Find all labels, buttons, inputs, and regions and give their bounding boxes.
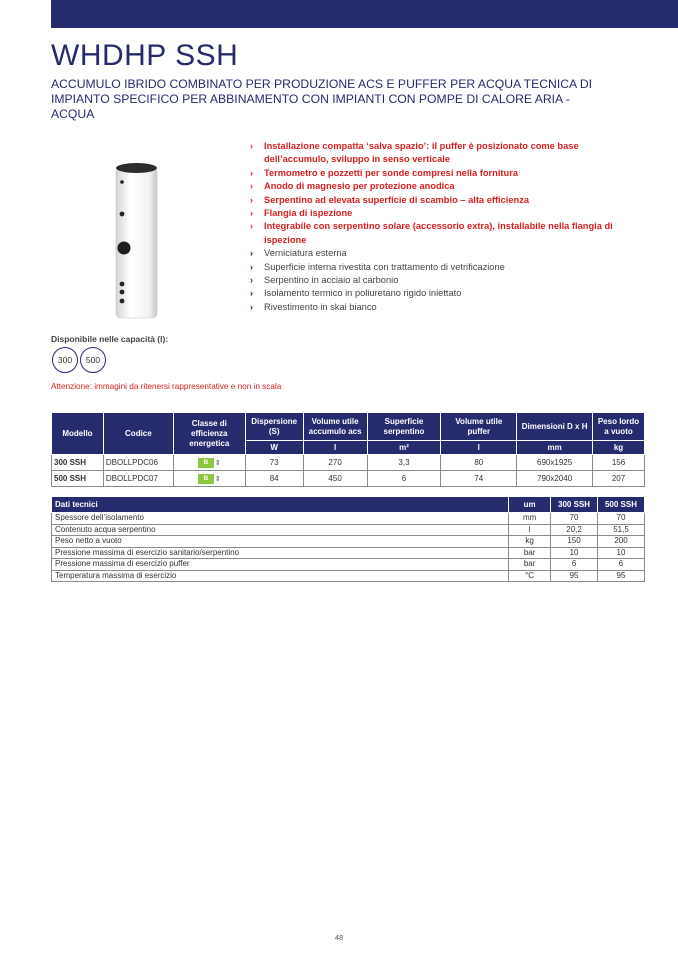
inspection-flange <box>118 242 131 255</box>
cell-volume-acs: 270 <box>303 455 367 471</box>
feature-text: Serpentino in acciaio al carbonio <box>264 275 399 286</box>
models-table <box>51 412 645 487</box>
feature-text: Superficie interna rivestita con trattamento di vetrificazione <box>264 261 505 272</box>
capacity-label: Disponibile nelle capacità (l): <box>51 334 169 344</box>
page-title: WHDHP SSH <box>51 39 239 72</box>
cell-um: bar <box>509 559 551 571</box>
capacity-badge-500: 500 <box>80 347 106 373</box>
th-dispersione: Dispersione (S) <box>245 413 303 441</box>
th-superficie: Superficie serpentino <box>367 413 441 441</box>
cell-500: 200 <box>598 536 645 548</box>
cell-surface: 3,3 <box>367 455 441 471</box>
table-row <box>52 471 645 487</box>
table-row <box>52 513 645 525</box>
disclaimer-warning: Attenzione: immagini da ritenersi rappresentative e non in scala <box>51 382 282 391</box>
feature-item <box>250 167 645 180</box>
unit-dimensioni: mm <box>517 441 593 455</box>
thermometer-dot <box>120 180 124 184</box>
bullet-arrow-icon: › <box>250 275 253 286</box>
table-row <box>52 536 645 548</box>
cell-desc: Contenuto acqua serpentino <box>52 524 509 536</box>
scale-arrows-icon: ⇕ <box>214 459 221 467</box>
cell-desc: Pressione massima di esercizio puffer <box>52 559 509 571</box>
energy-class-badge: B <box>198 458 214 468</box>
capacity-badge-300: 300 <box>52 347 78 373</box>
boiler-product-image <box>113 160 160 320</box>
feature-text: Anodo di magnesio per protezione anodica <box>264 181 455 192</box>
cell-300: 10 <box>551 547 598 559</box>
cell-300: 20,2 <box>551 524 598 536</box>
feature-text: Installazione compatta ‘salva spazio’: il puffer è posizionato come base dell’accumulo, sviluppo in senso verticale <box>264 141 579 165</box>
feature-item <box>250 180 645 193</box>
cell-500: 70 <box>598 513 645 525</box>
th-classe: Classe di efficienza energetica <box>173 413 245 455</box>
unit-volume-puffer: l <box>441 441 517 455</box>
bullet-arrow-icon: › <box>250 301 253 312</box>
feature-item <box>250 247 645 260</box>
th-modello: Modello <box>52 413 104 455</box>
cell-dimensions: 790x2040 <box>517 471 593 487</box>
cell-desc: Spessore dell’isolamento <box>52 513 509 525</box>
cell-500: 51,5 <box>598 524 645 536</box>
cell-dispersion: 73 <box>245 455 303 471</box>
cell-dimensions: 690x1925 <box>517 455 593 471</box>
connection-port <box>120 290 125 295</box>
table-row <box>52 547 645 559</box>
th-300ssh: 300 SSH <box>551 497 598 513</box>
table-row <box>52 524 645 536</box>
feature-list <box>250 140 645 314</box>
feature-text: Serpentino ad elevata superficie di scambio – alta efficienza <box>264 194 530 205</box>
cell-code: DBOLLPDC07 <box>103 471 173 487</box>
bullet-arrow-icon: › <box>250 221 253 232</box>
cell-weight: 207 <box>593 471 645 487</box>
feature-item <box>250 301 645 314</box>
bullet-arrow-icon: › <box>250 194 253 205</box>
cell-volume-puffer: 74 <box>441 471 517 487</box>
th-um: um <box>509 497 551 513</box>
cell-um: mm <box>509 513 551 525</box>
feature-item <box>250 207 645 220</box>
page-subtitle: ACCUMULO IBRIDO COMBINATO PER PRODUZIONE ACS E PUFFER PER ACQUA TECNICA DI IMPIANTO SPECIFICO PER ABBINAMENTO CON IMPIANTI CON POMPE DI CALORE ARIA - ACQUA <box>51 77 593 121</box>
th-volume-acs: Volume utile accumulo acs <box>303 413 367 441</box>
page-number: 48 <box>334 933 344 942</box>
feature-text: Flangia di ispezione <box>264 208 353 219</box>
bullet-arrow-icon: › <box>250 248 253 259</box>
cell-300: 150 <box>551 536 598 548</box>
cell-desc: Peso netto a vuoto <box>52 536 509 548</box>
bullet-arrow-icon: › <box>250 288 253 299</box>
cell-um: kg <box>509 536 551 548</box>
unit-superficie: m² <box>367 441 441 455</box>
feature-item <box>250 287 645 300</box>
feature-text: Verniciatura esterna <box>264 248 347 259</box>
connection-port <box>120 299 125 304</box>
cell-model: 300 SSH <box>52 455 104 471</box>
feature-text: Integrabile con serpentino solare (accessorio extra), installabile nella flangia di ispezione <box>264 221 613 245</box>
cell-300: 95 <box>551 570 598 582</box>
th-dati-tecnici: Dati tecnici <box>52 497 509 513</box>
cell-weight: 156 <box>593 455 645 471</box>
cell-500: 95 <box>598 570 645 582</box>
cell-300: 70 <box>551 513 598 525</box>
cell-energy-class <box>173 471 245 487</box>
cell-energy-class <box>173 455 245 471</box>
cell-300: 6 <box>551 559 598 571</box>
unit-peso: kg <box>593 441 645 455</box>
bullet-arrow-icon: › <box>250 208 253 219</box>
connection-port <box>120 282 125 287</box>
feature-text: Termometro e pozzetti per sonde compresi nella fornitura <box>264 167 518 178</box>
unit-volume-acs: l <box>303 441 367 455</box>
cell-desc: Pressione massima di esercizio sanitario/serpentino <box>52 547 509 559</box>
cell-dispersion: 84 <box>245 471 303 487</box>
tank-cap <box>116 163 157 173</box>
cell-um: bar <box>509 547 551 559</box>
scale-arrows-icon: ⇕ <box>214 475 221 483</box>
cell-um: l <box>509 524 551 536</box>
bullet-arrow-icon: › <box>250 261 253 272</box>
feature-item <box>250 194 645 207</box>
table-row <box>52 559 645 571</box>
th-codice: Codice <box>103 413 173 455</box>
th-500ssh: 500 SSH <box>598 497 645 513</box>
table-row <box>52 570 645 582</box>
cell-500: 6 <box>598 559 645 571</box>
cell-code: DBOLLPDC06 <box>103 455 173 471</box>
th-peso: Peso lordo a vuoto <box>593 413 645 441</box>
energy-class-badge: B <box>198 474 214 484</box>
tech-data-table <box>51 496 645 582</box>
bullet-arrow-icon: › <box>250 167 253 178</box>
feature-item <box>250 274 645 287</box>
cell-500: 10 <box>598 547 645 559</box>
feature-text: Isolamento termico in poliuretano rigido iniettato <box>264 288 462 299</box>
feature-item <box>250 140 645 167</box>
unit-dispersione: W <box>245 441 303 455</box>
bullet-arrow-icon: › <box>250 181 253 192</box>
table-row <box>52 455 645 471</box>
sensor-port <box>120 212 125 217</box>
feature-item <box>250 220 645 247</box>
feature-text: Rivestimento in skai bianco <box>264 301 377 312</box>
cell-desc: Temperatura massima di esercizio <box>52 570 509 582</box>
cell-volume-acs: 450 <box>303 471 367 487</box>
cell-model: 500 SSH <box>52 471 104 487</box>
cell-volume-puffer: 80 <box>441 455 517 471</box>
feature-item <box>250 261 645 274</box>
cell-um: °C <box>509 570 551 582</box>
th-volume-puffer: Volume utile puffer <box>441 413 517 441</box>
cell-surface: 6 <box>367 471 441 487</box>
bullet-arrow-icon: › <box>250 141 253 151</box>
top-header-bar <box>51 0 678 28</box>
th-dimensioni: Dimensioni D x H <box>517 413 593 441</box>
